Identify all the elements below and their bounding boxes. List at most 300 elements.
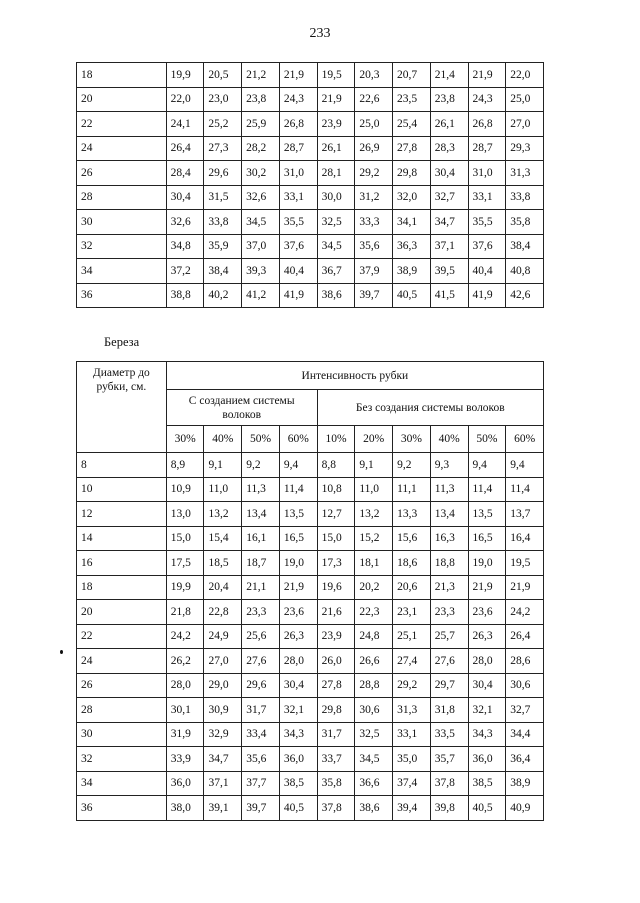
value-cell: 27,6 bbox=[242, 649, 280, 674]
value-cell: 30,9 bbox=[204, 698, 242, 723]
value-cell: 35,8 bbox=[506, 210, 544, 235]
value-cell: 11,1 bbox=[393, 477, 431, 502]
value-cell: 39,3 bbox=[242, 259, 280, 284]
value-cell: 40,5 bbox=[279, 796, 317, 821]
percent-header: 30% bbox=[393, 426, 431, 453]
value-cell: 26,3 bbox=[468, 624, 506, 649]
value-cell: 40,4 bbox=[468, 259, 506, 284]
value-cell: 37,8 bbox=[430, 771, 468, 796]
value-cell: 13,3 bbox=[393, 502, 431, 527]
value-cell: 16,1 bbox=[242, 526, 280, 551]
value-cell: 38,6 bbox=[317, 283, 355, 308]
table-row bbox=[77, 63, 544, 88]
value-cell: 26,6 bbox=[355, 649, 393, 674]
value-cell: 41,9 bbox=[468, 283, 506, 308]
value-cell: 27,0 bbox=[506, 112, 544, 137]
table-row bbox=[77, 234, 544, 259]
value-cell: 32,5 bbox=[317, 210, 355, 235]
value-cell: 22,8 bbox=[204, 600, 242, 625]
diameter-cell: 36 bbox=[77, 283, 167, 308]
value-cell: 39,1 bbox=[204, 796, 242, 821]
table-row bbox=[77, 673, 544, 698]
value-cell: 39,7 bbox=[242, 796, 280, 821]
value-cell: 28,7 bbox=[279, 136, 317, 161]
table-row bbox=[77, 551, 544, 576]
value-cell: 25,6 bbox=[242, 624, 280, 649]
value-cell: 37,1 bbox=[430, 234, 468, 259]
value-cell: 27,8 bbox=[393, 136, 431, 161]
diameter-cell: 28 bbox=[77, 185, 167, 210]
value-cell: 42,6 bbox=[506, 283, 544, 308]
value-cell: 22,0 bbox=[166, 87, 204, 112]
value-cell: 33,4 bbox=[242, 722, 280, 747]
value-cell: 35,8 bbox=[317, 771, 355, 796]
value-cell: 30,1 bbox=[166, 698, 204, 723]
value-cell: 29,6 bbox=[204, 161, 242, 186]
value-cell: 17,3 bbox=[317, 551, 355, 576]
value-cell: 27,8 bbox=[317, 673, 355, 698]
value-cell: 26,3 bbox=[279, 624, 317, 649]
value-cell: 22,6 bbox=[355, 87, 393, 112]
value-cell: 29,8 bbox=[393, 161, 431, 186]
diameter-cell: 18 bbox=[77, 575, 167, 600]
diameter-cell: 36 bbox=[77, 796, 167, 821]
diameter-cell: 26 bbox=[77, 161, 167, 186]
table-birch-header bbox=[77, 362, 544, 453]
value-cell: 25,9 bbox=[242, 112, 280, 137]
value-cell: 19,9 bbox=[166, 63, 204, 88]
value-cell: 28,6 bbox=[506, 649, 544, 674]
diameter-cell: 34 bbox=[77, 259, 167, 284]
value-cell: 32,5 bbox=[355, 722, 393, 747]
without-system-header: Без создания системы волоков bbox=[317, 390, 543, 426]
value-cell: 16,3 bbox=[430, 526, 468, 551]
value-cell: 34,7 bbox=[204, 747, 242, 772]
value-cell: 12,7 bbox=[317, 502, 355, 527]
table-row bbox=[77, 747, 544, 772]
value-cell: 21,2 bbox=[242, 63, 280, 88]
table-row bbox=[77, 210, 544, 235]
diameter-cell: 30 bbox=[77, 722, 167, 747]
value-cell: 25,0 bbox=[355, 112, 393, 137]
value-cell: 11,0 bbox=[355, 477, 393, 502]
value-cell: 30,4 bbox=[468, 673, 506, 698]
value-cell: 36,0 bbox=[468, 747, 506, 772]
diameter-cell: 22 bbox=[77, 624, 167, 649]
value-cell: 23,8 bbox=[242, 87, 280, 112]
value-cell: 21,9 bbox=[317, 87, 355, 112]
diameter-cell: 10 bbox=[77, 477, 167, 502]
value-cell: 36,0 bbox=[166, 771, 204, 796]
value-cell: 36,6 bbox=[355, 771, 393, 796]
value-cell: 24,9 bbox=[204, 624, 242, 649]
value-cell: 34,5 bbox=[317, 234, 355, 259]
value-cell: 15,6 bbox=[393, 526, 431, 551]
table-row bbox=[77, 283, 544, 308]
percent-header: 40% bbox=[430, 426, 468, 453]
value-cell: 34,5 bbox=[242, 210, 280, 235]
value-cell: 26,2 bbox=[166, 649, 204, 674]
value-cell: 28,0 bbox=[166, 673, 204, 698]
value-cell: 29,3 bbox=[506, 136, 544, 161]
value-cell: 34,4 bbox=[506, 722, 544, 747]
value-cell: 15,2 bbox=[355, 526, 393, 551]
value-cell: 28,8 bbox=[355, 673, 393, 698]
value-cell: 20,7 bbox=[393, 63, 431, 88]
table-row bbox=[77, 259, 544, 284]
value-cell: 29,8 bbox=[317, 698, 355, 723]
table-row bbox=[77, 624, 544, 649]
value-cell: 11,4 bbox=[279, 477, 317, 502]
value-cell: 20,3 bbox=[355, 63, 393, 88]
value-cell: 11,3 bbox=[242, 477, 280, 502]
value-cell: 23,9 bbox=[317, 112, 355, 137]
value-cell: 34,3 bbox=[468, 722, 506, 747]
value-cell: 21,9 bbox=[468, 575, 506, 600]
value-cell: 37,6 bbox=[279, 234, 317, 259]
value-cell: 11,4 bbox=[506, 477, 544, 502]
value-cell: 13,4 bbox=[430, 502, 468, 527]
table-row bbox=[77, 136, 544, 161]
value-cell: 37,2 bbox=[166, 259, 204, 284]
table-row bbox=[77, 771, 544, 796]
value-cell: 28,0 bbox=[279, 649, 317, 674]
value-cell: 16,4 bbox=[506, 526, 544, 551]
value-cell: 39,7 bbox=[355, 283, 393, 308]
value-cell: 34,7 bbox=[430, 210, 468, 235]
diameter-cell: 18 bbox=[77, 63, 167, 88]
value-cell: 38,4 bbox=[204, 259, 242, 284]
page-number: 233 bbox=[309, 26, 331, 41]
value-cell: 29,0 bbox=[204, 673, 242, 698]
percent-header: 20% bbox=[355, 426, 393, 453]
value-cell: 22,0 bbox=[506, 63, 544, 88]
diameter-cell: 34 bbox=[77, 771, 167, 796]
value-cell: 23,6 bbox=[468, 600, 506, 625]
value-cell: 13,7 bbox=[506, 502, 544, 527]
value-cell: 21,4 bbox=[430, 63, 468, 88]
value-cell: 31,2 bbox=[355, 185, 393, 210]
value-cell: 18,7 bbox=[242, 551, 280, 576]
value-cell: 30,0 bbox=[317, 185, 355, 210]
value-cell: 31,3 bbox=[393, 698, 431, 723]
value-cell: 13,4 bbox=[242, 502, 280, 527]
value-cell: 9,3 bbox=[430, 453, 468, 478]
percent-header: 40% bbox=[204, 426, 242, 453]
value-cell: 13,0 bbox=[166, 502, 204, 527]
value-cell: 21,9 bbox=[279, 575, 317, 600]
value-cell: 28,3 bbox=[430, 136, 468, 161]
value-cell: 37,1 bbox=[204, 771, 242, 796]
percent-header: 50% bbox=[468, 426, 506, 453]
value-cell: 39,8 bbox=[430, 796, 468, 821]
diameter-cell: 16 bbox=[77, 551, 167, 576]
value-cell: 32,0 bbox=[393, 185, 431, 210]
value-cell: 16,5 bbox=[279, 526, 317, 551]
value-cell: 24,8 bbox=[355, 624, 393, 649]
value-cell: 39,4 bbox=[393, 796, 431, 821]
table-row bbox=[77, 600, 544, 625]
value-cell: 38,5 bbox=[279, 771, 317, 796]
value-cell: 31,5 bbox=[204, 185, 242, 210]
value-cell: 39,5 bbox=[430, 259, 468, 284]
value-cell: 38,8 bbox=[166, 283, 204, 308]
value-cell: 30,4 bbox=[166, 185, 204, 210]
value-cell: 13,2 bbox=[204, 502, 242, 527]
value-cell: 37,9 bbox=[355, 259, 393, 284]
value-cell: 35,6 bbox=[355, 234, 393, 259]
value-cell: 24,3 bbox=[468, 87, 506, 112]
value-cell: 26,8 bbox=[468, 112, 506, 137]
value-cell: 26,0 bbox=[317, 649, 355, 674]
value-cell: 11,3 bbox=[430, 477, 468, 502]
value-cell: 30,4 bbox=[279, 673, 317, 698]
table-row bbox=[77, 112, 544, 137]
value-cell: 19,6 bbox=[317, 575, 355, 600]
value-cell: 33,1 bbox=[279, 185, 317, 210]
value-cell: 36,3 bbox=[393, 234, 431, 259]
value-cell: 33,7 bbox=[317, 747, 355, 772]
value-cell: 28,0 bbox=[468, 649, 506, 674]
value-cell: 41,9 bbox=[279, 283, 317, 308]
value-cell: 40,2 bbox=[204, 283, 242, 308]
value-cell: 9,2 bbox=[393, 453, 431, 478]
value-cell: 19,9 bbox=[166, 575, 204, 600]
value-cell: 9,4 bbox=[506, 453, 544, 478]
value-cell: 25,7 bbox=[430, 624, 468, 649]
value-cell: 36,4 bbox=[506, 747, 544, 772]
value-cell: 23,3 bbox=[242, 600, 280, 625]
value-cell: 19,0 bbox=[468, 551, 506, 576]
value-cell: 32,1 bbox=[468, 698, 506, 723]
value-cell: 9,4 bbox=[468, 453, 506, 478]
value-cell: 30,4 bbox=[430, 161, 468, 186]
value-cell: 16,5 bbox=[468, 526, 506, 551]
percent-header: 10% bbox=[317, 426, 355, 453]
diameter-cell: 20 bbox=[77, 600, 167, 625]
value-cell: 10,9 bbox=[166, 477, 204, 502]
value-cell: 40,5 bbox=[468, 796, 506, 821]
value-cell: 35,9 bbox=[204, 234, 242, 259]
diameter-cell: 24 bbox=[77, 136, 167, 161]
value-cell: 19,0 bbox=[279, 551, 317, 576]
value-cell: 25,0 bbox=[506, 87, 544, 112]
value-cell: 11,0 bbox=[204, 477, 242, 502]
table-row bbox=[77, 185, 544, 210]
value-cell: 37,7 bbox=[242, 771, 280, 796]
value-cell: 23,5 bbox=[393, 87, 431, 112]
value-cell: 18,8 bbox=[430, 551, 468, 576]
percent-header: 30% bbox=[166, 426, 204, 453]
value-cell: 29,2 bbox=[393, 673, 431, 698]
value-cell: 18,1 bbox=[355, 551, 393, 576]
value-cell: 29,7 bbox=[430, 673, 468, 698]
value-cell: 27,0 bbox=[204, 649, 242, 674]
value-cell: 33,9 bbox=[166, 747, 204, 772]
value-cell: 33,3 bbox=[355, 210, 393, 235]
value-cell: 26,1 bbox=[430, 112, 468, 137]
value-cell: 34,8 bbox=[166, 234, 204, 259]
value-cell: 10,8 bbox=[317, 477, 355, 502]
value-cell: 35,6 bbox=[242, 747, 280, 772]
diameter-cell: 8 bbox=[77, 453, 167, 478]
value-cell: 33,8 bbox=[506, 185, 544, 210]
table-birch-body bbox=[77, 453, 544, 821]
value-cell: 18,6 bbox=[393, 551, 431, 576]
value-cell: 17,5 bbox=[166, 551, 204, 576]
diameter-header: Диаметр до рубки, см. bbox=[77, 362, 167, 453]
value-cell: 19,5 bbox=[506, 551, 544, 576]
value-cell: 33,5 bbox=[430, 722, 468, 747]
diameter-cell: 24 bbox=[77, 649, 167, 674]
value-cell: 25,2 bbox=[204, 112, 242, 137]
value-cell: 21,9 bbox=[468, 63, 506, 88]
value-cell: 38,5 bbox=[468, 771, 506, 796]
percent-header: 50% bbox=[242, 426, 280, 453]
diameter-cell: 28 bbox=[77, 698, 167, 723]
value-cell: 13,5 bbox=[279, 502, 317, 527]
value-cell: 15,4 bbox=[204, 526, 242, 551]
value-cell: 32,1 bbox=[279, 698, 317, 723]
value-cell: 30,2 bbox=[242, 161, 280, 186]
value-cell: 24,2 bbox=[166, 624, 204, 649]
value-cell: 31,3 bbox=[506, 161, 544, 186]
value-cell: 32,7 bbox=[430, 185, 468, 210]
value-cell: 21,8 bbox=[166, 600, 204, 625]
intensity-header: Интенсивность рубки bbox=[166, 362, 543, 390]
value-cell: 32,6 bbox=[166, 210, 204, 235]
value-cell: 20,6 bbox=[393, 575, 431, 600]
value-cell: 11,4 bbox=[468, 477, 506, 502]
table-row bbox=[77, 649, 544, 674]
diameter-cell: 22 bbox=[77, 112, 167, 137]
value-cell: 41,5 bbox=[430, 283, 468, 308]
table-row bbox=[77, 453, 544, 478]
value-cell: 38,4 bbox=[506, 234, 544, 259]
value-cell: 24,2 bbox=[506, 600, 544, 625]
value-cell: 34,1 bbox=[393, 210, 431, 235]
value-cell: 9,4 bbox=[279, 453, 317, 478]
value-cell: 38,6 bbox=[355, 796, 393, 821]
diameter-cell: 12 bbox=[77, 502, 167, 527]
value-cell: 21,3 bbox=[430, 575, 468, 600]
value-cell: 36,0 bbox=[279, 747, 317, 772]
value-cell: 28,2 bbox=[242, 136, 280, 161]
value-cell: 21,9 bbox=[279, 63, 317, 88]
table-row bbox=[77, 477, 544, 502]
value-cell: 37,6 bbox=[468, 234, 506, 259]
value-cell: 25,4 bbox=[393, 112, 431, 137]
table-row bbox=[77, 87, 544, 112]
value-cell: 15,0 bbox=[317, 526, 355, 551]
diameter-cell: 32 bbox=[77, 747, 167, 772]
value-cell: 20,5 bbox=[204, 63, 242, 88]
value-cell: 8,9 bbox=[166, 453, 204, 478]
value-cell: 31,0 bbox=[468, 161, 506, 186]
value-cell: 31,7 bbox=[242, 698, 280, 723]
table-row bbox=[77, 796, 544, 821]
value-cell: 31,7 bbox=[317, 722, 355, 747]
diameter-cell: 32 bbox=[77, 234, 167, 259]
value-cell: 27,4 bbox=[393, 649, 431, 674]
value-cell: 30,6 bbox=[506, 673, 544, 698]
value-cell: 34,3 bbox=[279, 722, 317, 747]
value-cell: 38,0 bbox=[166, 796, 204, 821]
value-cell: 23,0 bbox=[204, 87, 242, 112]
value-cell: 23,8 bbox=[430, 87, 468, 112]
section-label-birch: Береза bbox=[104, 335, 140, 349]
value-cell: 22,3 bbox=[355, 600, 393, 625]
value-cell: 38,9 bbox=[506, 771, 544, 796]
value-cell: 9,1 bbox=[204, 453, 242, 478]
value-cell: 9,2 bbox=[242, 453, 280, 478]
value-cell: 24,3 bbox=[279, 87, 317, 112]
value-cell: 18,5 bbox=[204, 551, 242, 576]
percent-header: 60% bbox=[279, 426, 317, 453]
margin-dot bbox=[60, 650, 63, 654]
value-cell: 21,1 bbox=[242, 575, 280, 600]
table-continuation bbox=[76, 62, 544, 308]
diameter-cell: 20 bbox=[77, 87, 167, 112]
value-cell: 26,1 bbox=[317, 136, 355, 161]
value-cell: 8,8 bbox=[317, 453, 355, 478]
value-cell: 32,9 bbox=[204, 722, 242, 747]
with-system-header: С созданием системы волоков bbox=[166, 390, 317, 426]
diameter-cell: 14 bbox=[77, 526, 167, 551]
value-cell: 35,0 bbox=[393, 747, 431, 772]
table-continuation-body bbox=[77, 63, 544, 308]
value-cell: 28,4 bbox=[166, 161, 204, 186]
value-cell: 33,1 bbox=[468, 185, 506, 210]
value-cell: 26,9 bbox=[355, 136, 393, 161]
value-cell: 23,3 bbox=[430, 600, 468, 625]
table-row bbox=[77, 575, 544, 600]
value-cell: 40,5 bbox=[393, 283, 431, 308]
percent-header: 60% bbox=[506, 426, 544, 453]
value-cell: 36,7 bbox=[317, 259, 355, 284]
value-cell: 13,5 bbox=[468, 502, 506, 527]
value-cell: 20,2 bbox=[355, 575, 393, 600]
value-cell: 37,4 bbox=[393, 771, 431, 796]
value-cell: 13,2 bbox=[355, 502, 393, 527]
value-cell: 31,0 bbox=[279, 161, 317, 186]
value-cell: 35,5 bbox=[279, 210, 317, 235]
value-cell: 19,5 bbox=[317, 63, 355, 88]
value-cell: 30,6 bbox=[355, 698, 393, 723]
value-cell: 41,2 bbox=[242, 283, 280, 308]
table-row bbox=[77, 502, 544, 527]
value-cell: 29,6 bbox=[242, 673, 280, 698]
value-cell: 26,4 bbox=[166, 136, 204, 161]
table-row bbox=[77, 161, 544, 186]
value-cell: 24,1 bbox=[166, 112, 204, 137]
value-cell: 26,4 bbox=[506, 624, 544, 649]
value-cell: 35,7 bbox=[430, 747, 468, 772]
value-cell: 31,8 bbox=[430, 698, 468, 723]
value-cell: 26,8 bbox=[279, 112, 317, 137]
value-cell: 28,7 bbox=[468, 136, 506, 161]
table-row bbox=[77, 698, 544, 723]
value-cell: 21,6 bbox=[317, 600, 355, 625]
value-cell: 31,9 bbox=[166, 722, 204, 747]
value-cell: 37,8 bbox=[317, 796, 355, 821]
value-cell: 40,9 bbox=[506, 796, 544, 821]
diameter-cell: 30 bbox=[77, 210, 167, 235]
value-cell: 35,5 bbox=[468, 210, 506, 235]
value-cell: 38,9 bbox=[393, 259, 431, 284]
value-cell: 40,4 bbox=[279, 259, 317, 284]
value-cell: 34,5 bbox=[355, 747, 393, 772]
